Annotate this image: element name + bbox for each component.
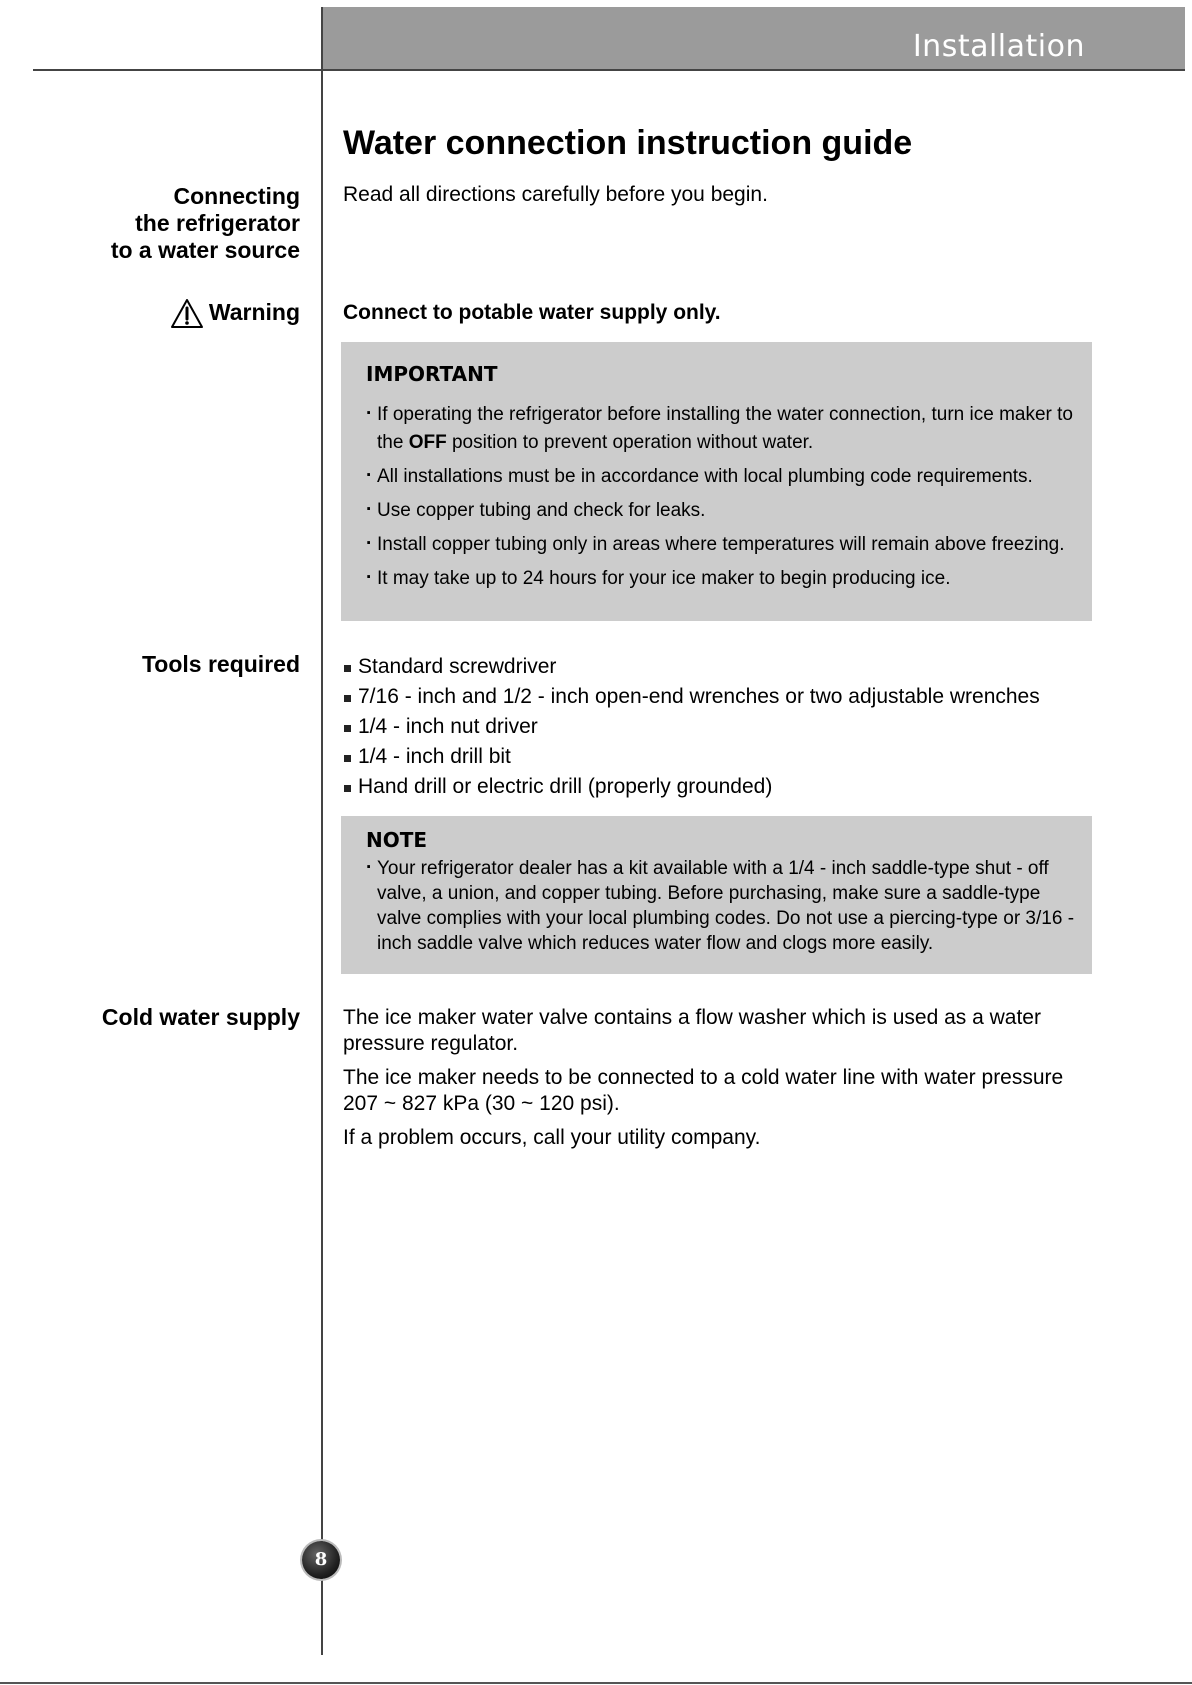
note-list (366, 856, 1081, 956)
side-label-line: to a water source (110, 237, 300, 263)
list-item: Standard screwdriver (343, 652, 1040, 682)
page-title: Water connection instruction guide (343, 124, 913, 162)
side-label-warning: Warning (208, 299, 300, 325)
top-rule (33, 69, 1185, 71)
warning-text: Connect to potable water supply only. (343, 301, 721, 324)
vertical-rule (321, 7, 323, 1655)
item-text: If operating the refrigerator before installing the water connection, turn ice maker to the (377, 404, 1073, 453)
intro-text: Read all directions carefully before you begin. (343, 183, 768, 206)
list-item: · Use copper tubing and check for leaks. (366, 497, 1081, 525)
side-label-line: Connecting (173, 183, 300, 209)
list-item: 1/4 - inch nut driver (343, 712, 1040, 742)
side-label-line: the refrigerator (135, 210, 300, 236)
important-title: IMPORTANT (366, 362, 498, 386)
cold-water-section (343, 1005, 1083, 1159)
important-list (366, 401, 1081, 599)
off-label: OFF (408, 432, 447, 453)
side-label-cold-water: Cold water supply (101, 1004, 300, 1030)
list-item: 1/4 - inch drill bit (343, 742, 1040, 772)
paragraph: If a problem occurs, call your utility company. (343, 1126, 761, 1149)
item-text: position to prevent operation without water. (446, 432, 814, 453)
header-band (321, 7, 1185, 70)
list-item: · All installations must be in accordance with local plumbing code requirements. (366, 463, 1081, 491)
paragraph: The ice maker water valve contains a flow washer which is used as a water pressure regulator. (343, 1006, 1041, 1055)
page-number: 8 (302, 1541, 340, 1579)
bottom-rule (0, 1682, 1192, 1684)
list-item: · It may take up to 24 hours for your ice maker to begin producing ice. (366, 565, 1081, 593)
list-item: 7/16 - inch and 1/2 - inch open-end wrenches or two adjustable wrenches (343, 682, 1040, 712)
paragraph: The ice maker needs to be connected to a cold water line with water pressure 207 ~ 827 kPa (30 ~ 120 psi). (343, 1066, 1064, 1115)
note-title: NOTE (366, 828, 428, 852)
list-item (366, 401, 1081, 457)
list-item: Hand drill or electric drill (properly grounded) (343, 772, 1040, 802)
important-box (341, 342, 1092, 621)
side-label-connecting (111, 183, 300, 264)
list-item: · Install copper tubing only in areas where temperatures will remain above freezing. (366, 531, 1081, 559)
warning-triangle-icon (170, 298, 204, 330)
list-item: · Your refrigerator dealer has a kit available with a 1/4 - inch saddle-type shut - off valve, a union, and copper tubing. Before purchasing, make sure a saddle-type valve complies with your local plumbing codes. Do not use a piercing-type or 3/16 - inch saddle valve which reduces water flow and clogs more easily. (366, 856, 1081, 956)
side-label-tools: Tools required (141, 651, 300, 677)
tools-list (343, 652, 1040, 802)
section-title: Installation (912, 29, 1085, 64)
note-box (341, 816, 1092, 974)
